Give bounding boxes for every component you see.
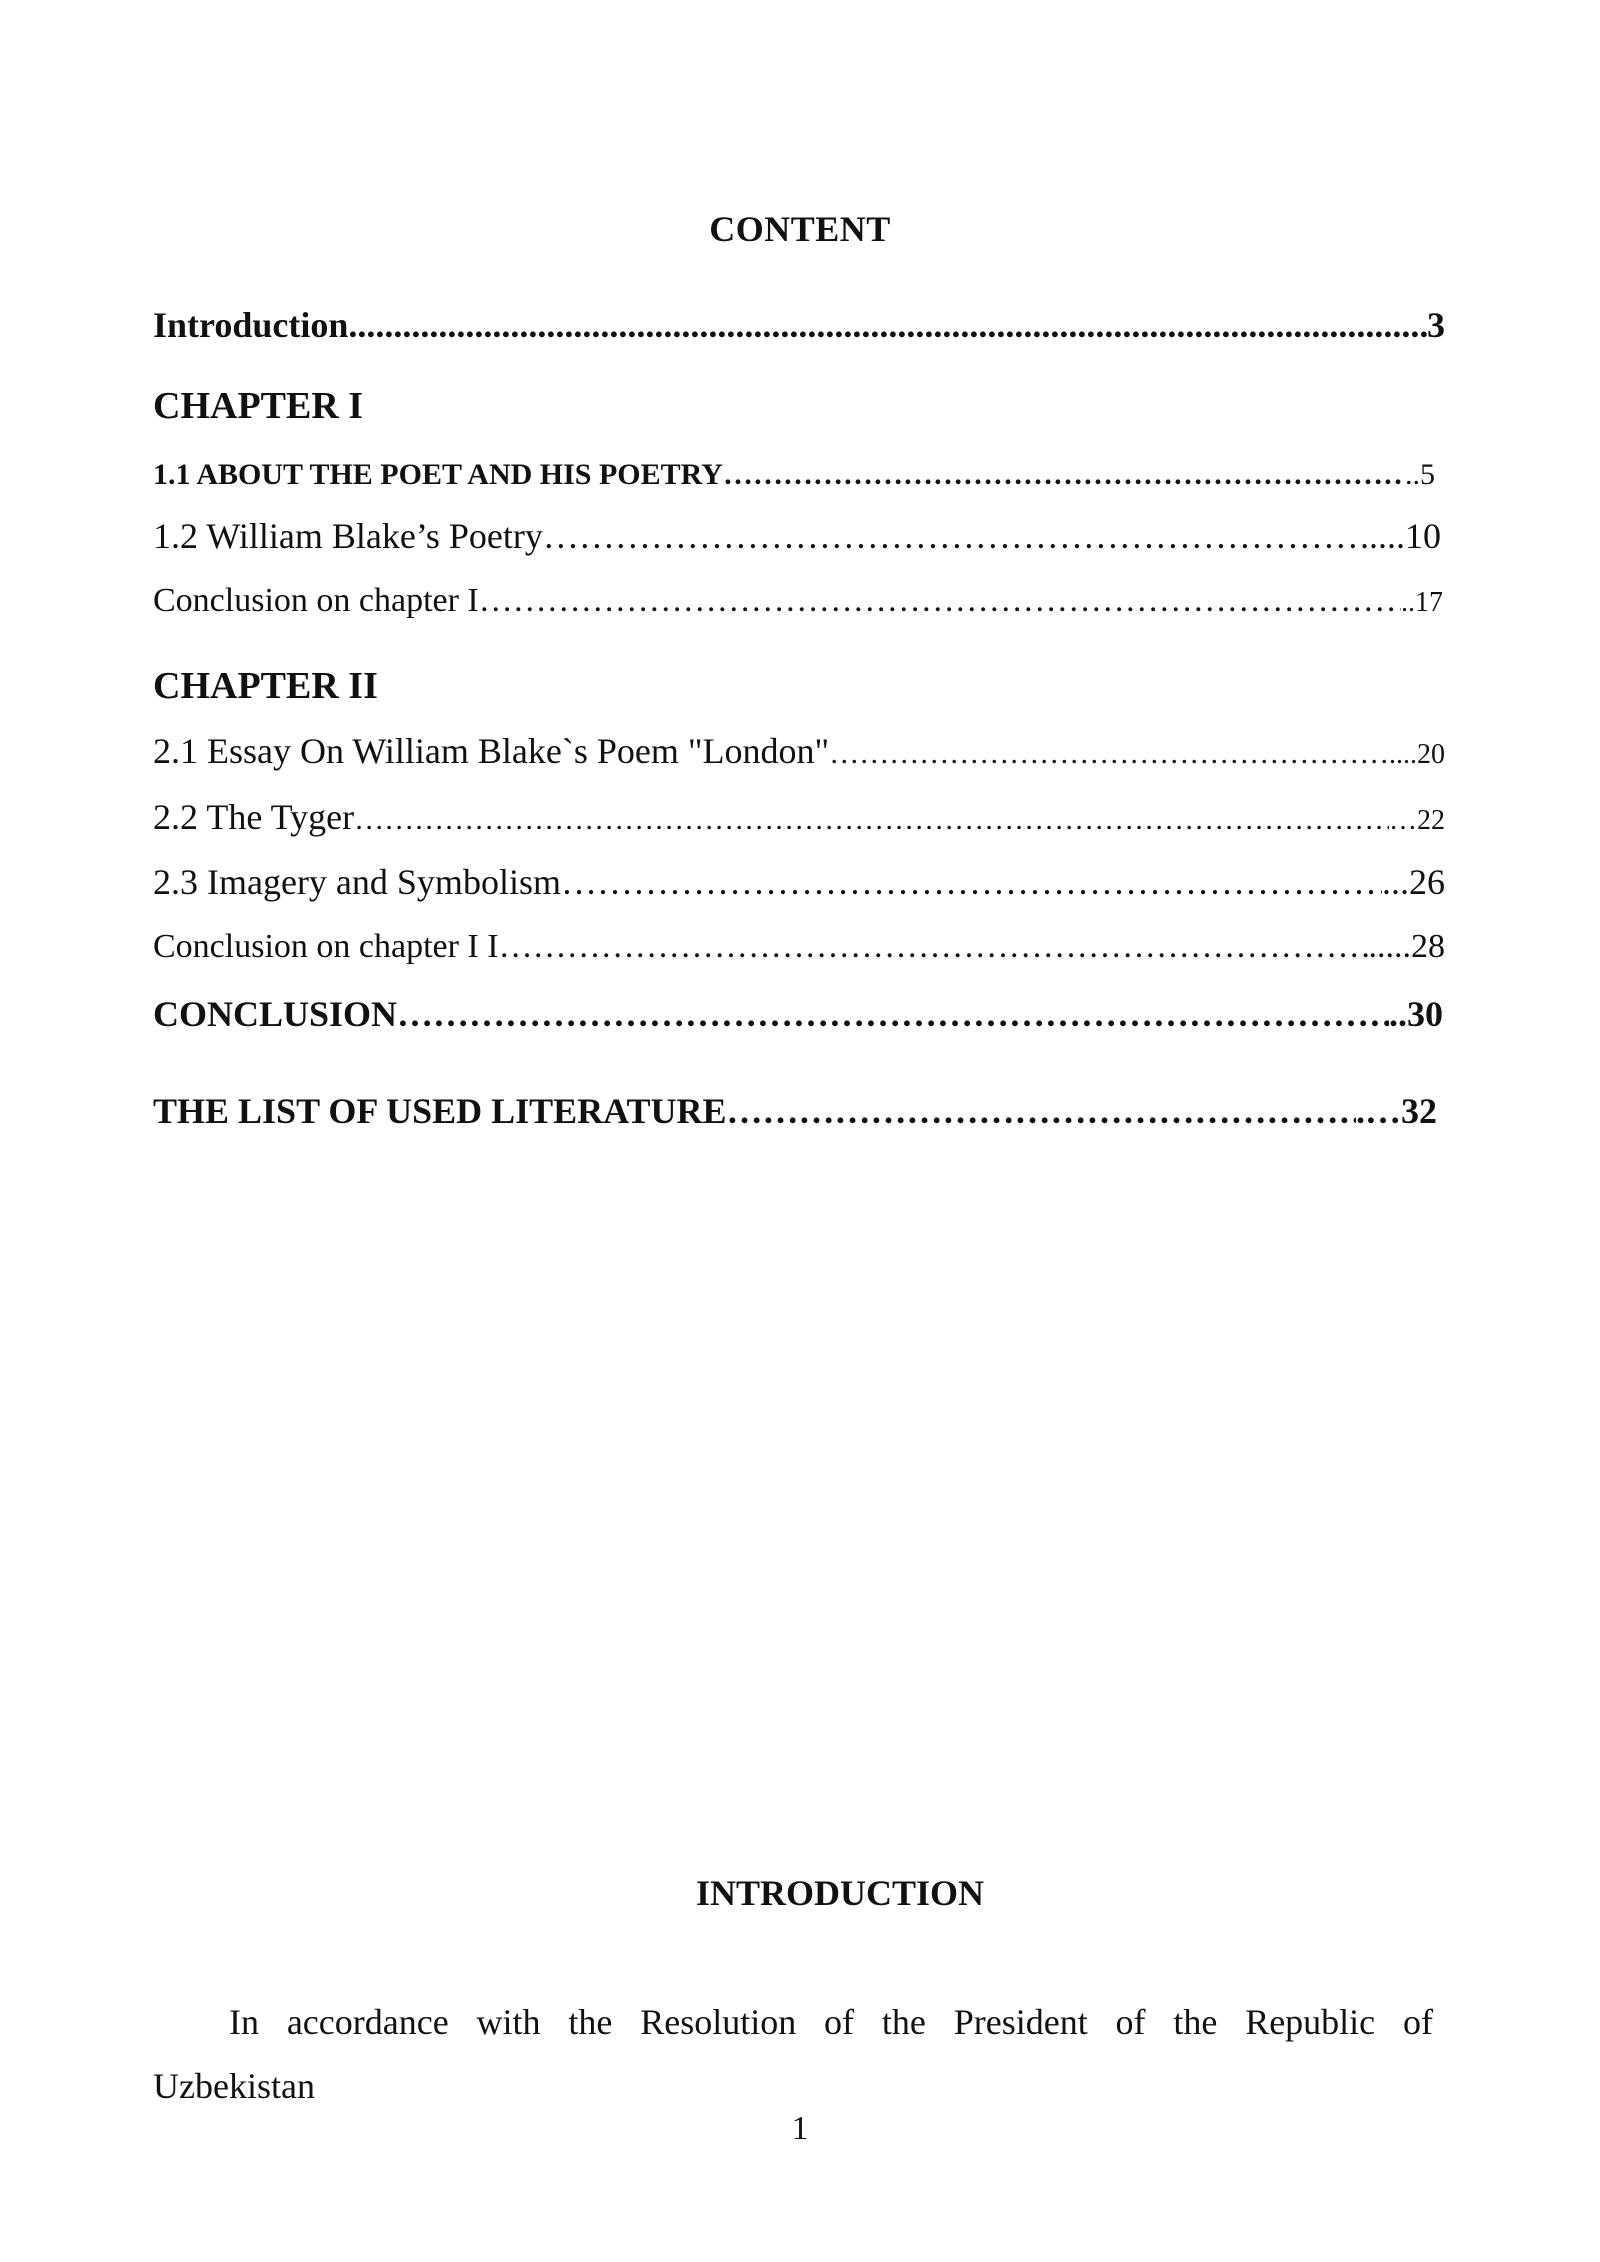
toc-entry-page: 3 [1427, 305, 1445, 345]
toc-entry-conclusion-chapter-1[interactable] [153, 582, 1443, 620]
toc-entry-page: ..5 [1405, 458, 1435, 491]
toc-entry-page: …22 [1389, 805, 1445, 836]
introduction-paragraph-line-2: Uzbekistan [153, 2066, 315, 2106]
toc-entry-page: ..17 [1401, 587, 1443, 618]
dot-leader [727, 1090, 1356, 1132]
toc-entry-introduction[interactable] [153, 304, 1445, 346]
toc-entry-label: Introduction [153, 305, 349, 345]
dot-leader [397, 993, 1389, 1035]
chapter-heading-1: CHAPTER I [153, 385, 364, 427]
toc-entry-label: 1.1 ABOUT THE POET AND HIS POETRY [153, 458, 723, 491]
toc-entry-label: 2.3 Imagery and Symbolism [153, 862, 561, 902]
dot-leader [513, 582, 1401, 620]
toc-entry-1-2[interactable] [153, 515, 1441, 557]
dot-leader [723, 458, 1405, 492]
dot-leader [499, 928, 1369, 966]
toc-entry-label: 1.2 William Blake’s Poetry [153, 516, 543, 556]
introduction-paragraph-line-1: In accordance with the Resolution of the President of the Republic of [229, 2002, 1433, 2042]
toc-entry-1-1[interactable] [153, 458, 1435, 492]
toc-entry-page: .…32 [1356, 1091, 1437, 1131]
section-title-introduction: INTRODUCTION [695, 1873, 985, 1913]
toc-entry-label: CONCLUSION [153, 994, 398, 1034]
toc-entry-conclusion-chapter-2[interactable] [153, 928, 1445, 966]
chapter-heading-2: CHAPTER II [153, 665, 378, 707]
toc-title: CONTENT [709, 209, 891, 249]
toc-entry-page: ..30 [1389, 994, 1443, 1034]
toc-entry-page: .....28 [1368, 928, 1445, 965]
toc-entry-conclusion[interactable] [153, 993, 1443, 1035]
dot-leader [354, 803, 1389, 837]
toc-entry-literature[interactable] [153, 1090, 1437, 1132]
dot-leader [348, 304, 1427, 346]
toc-entry-label: Conclusion on chapter I I [153, 928, 499, 965]
toc-entry-page: ....20 [1389, 739, 1445, 770]
toc-entry-label: 2.1 Essay On William Blake`s Poem "London" [153, 731, 830, 771]
toc-entry-label: Conclusion on chapter I… [153, 582, 513, 619]
toc-entry-page: .....10 [1360, 516, 1441, 556]
toc-entry-page: ...26 [1382, 862, 1445, 902]
page-number: 1 [791, 2110, 809, 2147]
toc-entry-2-2[interactable] [153, 796, 1445, 838]
toc-entry-label: THE LIST OF USED LITERATURE [153, 1091, 727, 1131]
dot-leader [561, 861, 1382, 903]
dot-leader [829, 737, 1389, 771]
toc-entry-2-3[interactable] [153, 861, 1445, 903]
toc-entry-label: 2.2 The Tyger [153, 797, 355, 837]
dot-leader [543, 515, 1360, 557]
toc-entry-2-1[interactable] [153, 730, 1445, 772]
